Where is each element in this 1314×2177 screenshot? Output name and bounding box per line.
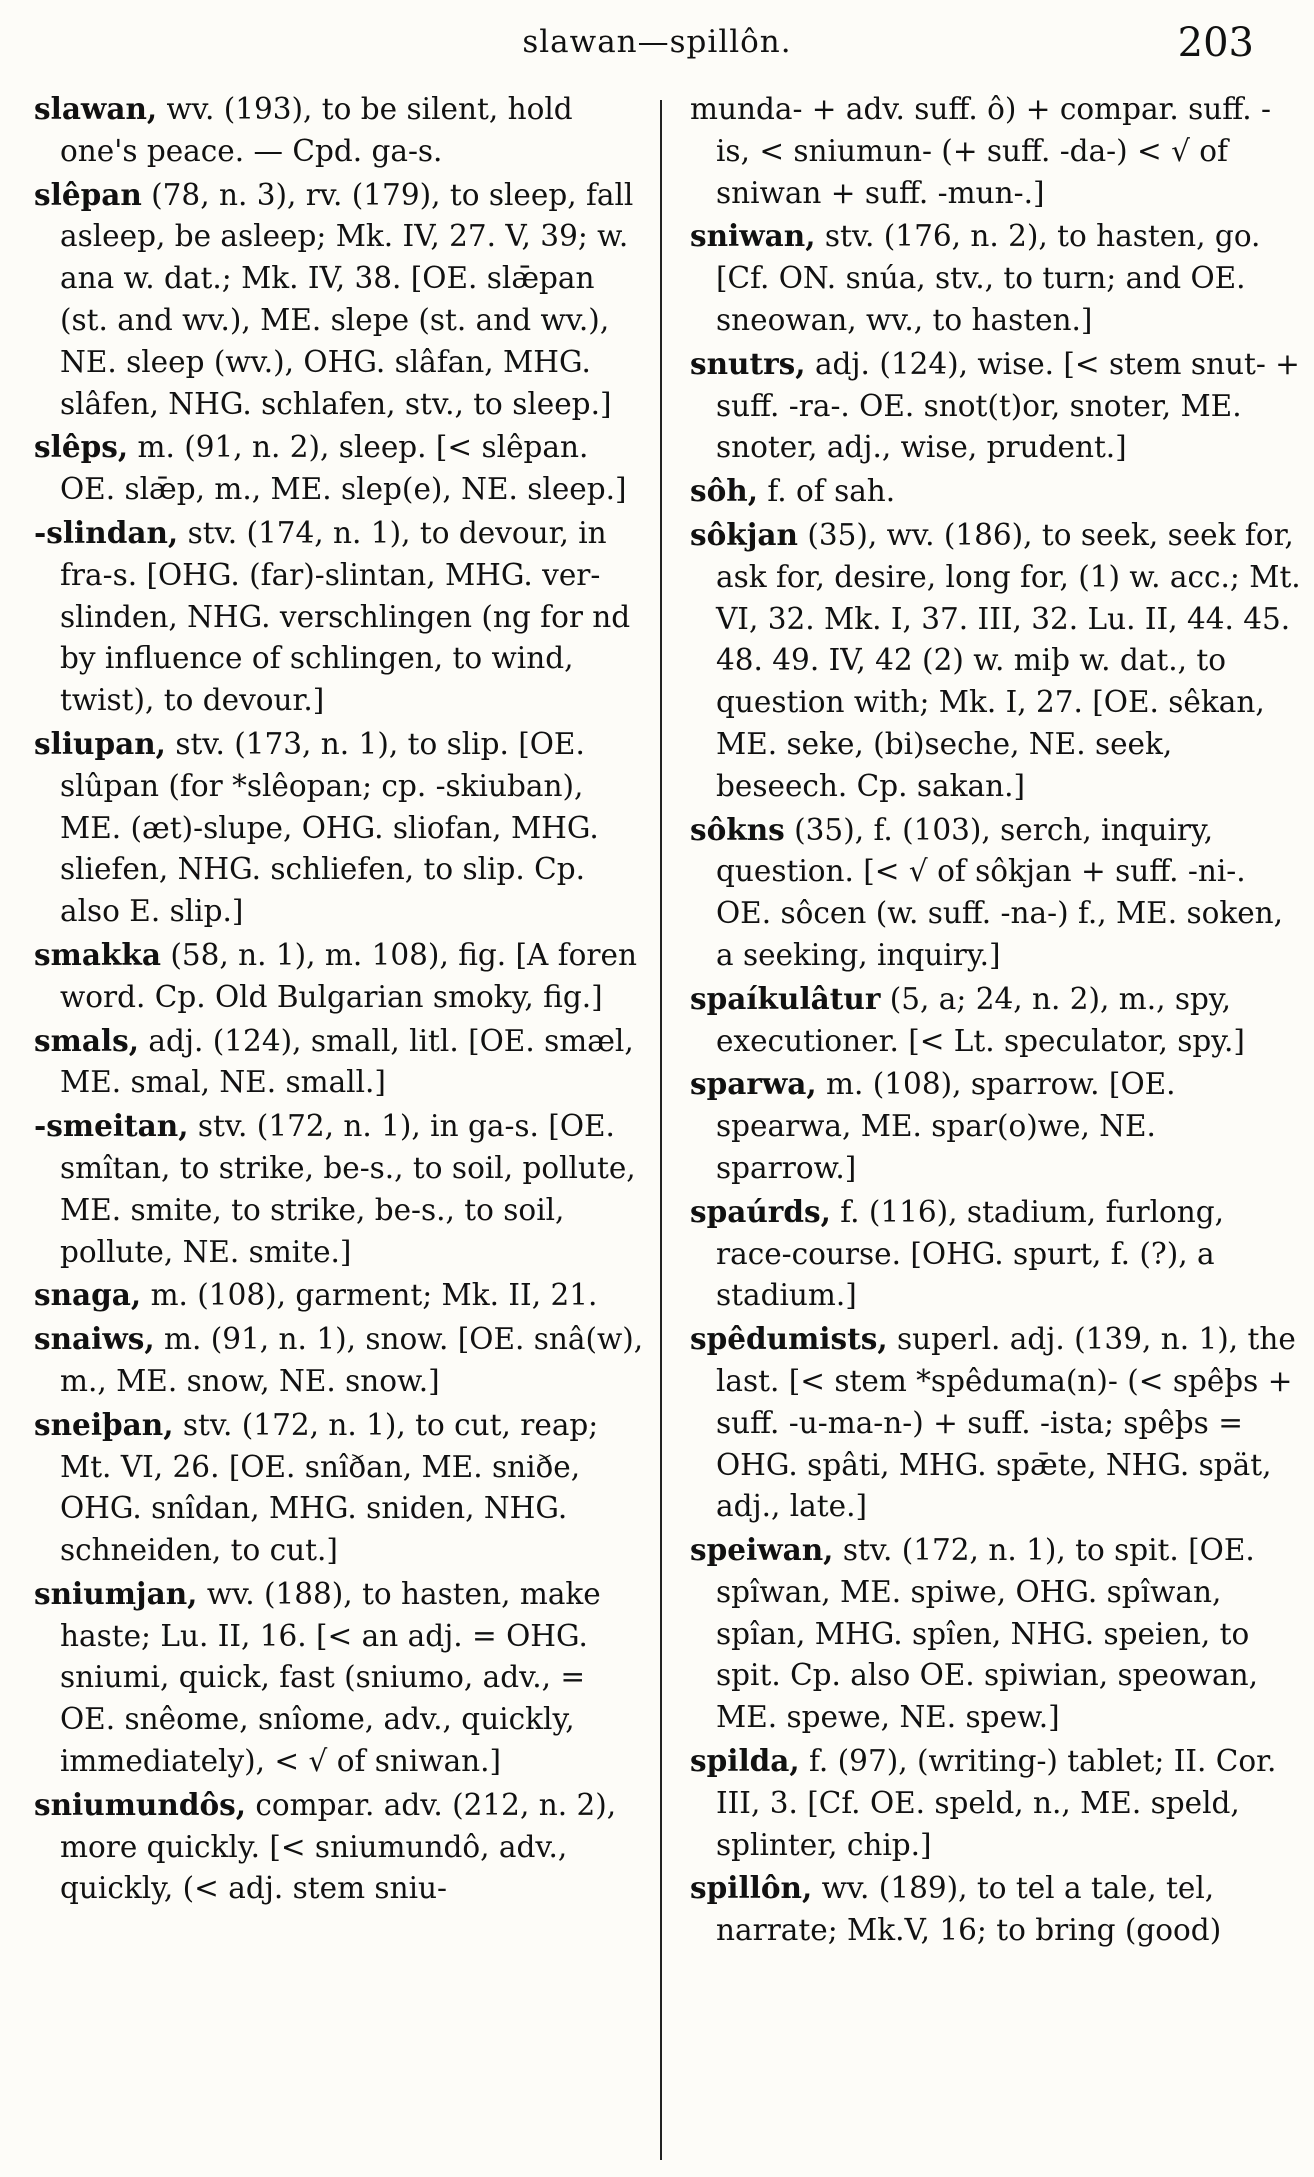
headword: -smeitan, [34,1108,189,1144]
dictionary-entry [690,1063,1302,1189]
headword: spilda, [690,1743,800,1779]
left-column [34,88,646,2168]
headword: slawan, [34,91,158,126]
dictionary-entry [34,174,646,426]
definition: (5, a; 24, n. 2), m., spy, executioner. [< Lt. speculator, spy.] [716,981,1245,1058]
dictionary-entry [34,1318,646,1403]
definition: adj. (124), wise. [< stem snut- + suff. -ra-. OE. snot(t)or, snoter, ME. snoter, adj., wise, prudent.] [716,346,1300,465]
definition: stv. (172, n. 1), to spit. [OE. spîwan, ME. spiwe, OHG. spîwan, spîan, MHG. spîen, NHG. speien, to spit. Cp. also OE. spiwian, speowan, ME. spewe, NE. spew.] [716,1533,1258,1735]
dictionary-entry [34,1105,646,1273]
headword: smals, [34,1022,140,1058]
page-header [0,10,1314,80]
headword: -slindan, [34,514,179,550]
definition: (35), wv. (186), to seek, seek for, ask for, desire, long for, (1) w. acc.; Mt. VI, 32. Mk. I, 37. III, 32. Lu. II, 44. 45. 48. 49. IV, 42 (2) w. miþ w. dat., to question with; Mk. I, 27. [OE. sêkan, ME. seke, (bi)seche, NE. seek, beseech. Cp. sakan.] [716,517,1301,803]
dictionary-entry [690,978,1302,1063]
definition: m. (91, n. 2), sleep. [< slêpan. OE. slǣp, m., ME. slep(e), NE. sleep.] [60,430,627,507]
right-column [690,88,1302,2168]
definition: f. of sah. [758,474,896,509]
dictionary-entry [690,809,1302,977]
headword: snutrs, [690,345,806,381]
column-divider [660,100,662,2160]
headword: slêpan [34,176,142,212]
definition: stv. (172, n. 1), in ga-s. [OE. smîtan, to strike, be-s., to soil, pollute, ME. smite, to strike, be-s., to soil, pollute, NE. smite.] [60,1109,636,1269]
headword: sniumjan, [34,1575,198,1611]
headword: snaga, [34,1277,142,1313]
dictionary-entry [34,1573,646,1783]
definition: adj. (124), small, litl. [OE. smæl, ME. smal, NE. small.] [60,1023,634,1100]
definition: f. (97), (writing-) tablet; II. Cor. III, 3. [Cf. OE. speld, n., ME. speld, splinter, chip.] [716,1744,1277,1862]
definition: stv. (174, n. 1), to devour, in fra-s. [OHG. (far)-slintan, MHG. ver-slinden, NHG. verschlingen (ng for nd by influence of schlingen, to wind, twist), to devour.] [60,515,631,718]
headword: slêps, [34,429,129,465]
definition: wv. (188), to hasten, make haste; Lu. II, 16. [< an adj. = OHG. sniumi, quick, fast (sniumo, adv., = OE. snêome, snîome, adv., quickly, immediately), < √ of sniwan.] [60,1576,601,1779]
definition: m. (91, n. 1), snow. [OE. snâ(w), m., ME. snow, NE. snow.] [60,1322,644,1398]
dictionary-entry [34,1020,646,1105]
dictionary-entry [690,1867,1302,1952]
definition: stv. (172, n. 1), to cut, reap; Mt. VI, 26. [OE. snîðan, ME. sniðe, OHG. snîdan, MHG. sniden, NHG. schneiden, to cut.] [60,1407,599,1568]
headword: smakka [34,936,161,972]
headword: sliupan, [34,725,166,761]
definition: stv. (176, n. 2), to hasten, go. [Cf. ON. snúa, stv., to turn; and OE. sneowan, wv., to hasten.] [716,219,1261,337]
headword: speiwan, [690,1532,834,1568]
headword: sparwa, [690,1066,817,1102]
dictionary-entry [690,514,1302,808]
headword: spaíkulâtur [690,980,881,1016]
dictionary-entry [34,426,646,511]
definition: m. (108), sparrow. [OE. spearwa, ME. spar(o)we, NE. sparrow.] [716,1067,1176,1185]
dictionary-entry [34,723,646,933]
running-title: slawan—spillôn. [522,24,792,60]
definition: wv. (189), to tel a tale, tel, narrate; Mk.V, 16; to bring (good) [716,1871,1222,1948]
headword: spêdumists, [690,1321,888,1357]
headword: sôkjan [690,516,798,552]
definition: (78, n. 3), rv. (179), to sleep, fall asleep, be asleep; Mk. IV, 27. V, 39; w. ana w. dat.; Mk. IV, 38. [OE. slǣpan (st. and wv.), ME. slepe (st. and wv.), NE. sleep (wv.), OHG. slâfan, MHG. slâfen, NHG. schlafen, stv., to sleep.] [60,177,634,421]
dictionary-entry [34,1784,646,1910]
definition: m. (108), garment; Mk. II, 21. [141,1278,598,1313]
headword: sniwan, [690,218,816,254]
headword: sôh, [690,473,759,509]
page-number: 203 [1177,20,1254,66]
dictionary-entry [690,1318,1302,1528]
headword: sneiþan, [34,1406,174,1442]
headword: spillôn, [690,1870,813,1906]
dictionary-entry [690,1529,1302,1739]
dictionary-entry [690,470,1302,513]
definition: munda- + adv. suff. ô) + compar. suff. -is, < sniumun- (+ suff. -da-) < √ of sniwan + suff. -mun-.] [690,92,1271,210]
dictionary-entry [34,934,646,1019]
definition: compar. adv. (212, n. 2), more quickly. [< sniumundô, adv., quickly, (< adj. stem sniu- [60,1787,617,1906]
definition: (35), f. (103), serch, inquiry, question. [< √ of sôkjan + suff. -ni-. OE. sôcen (w. suff. -na-) f., ME. soken, a seeking, inquiry.] [716,812,1284,972]
dictionary-entry [34,1274,646,1317]
definition: superl. adj. (139, n. 1), the last. [< stem *spêduma(n)- (< spêþs + suff. -u-ma-n-) + suff. -ista; spêþs = OHG. spâti, MHG. spǣte, NHG. spät, adj., late.] [716,1322,1296,1524]
dictionary-entry [690,215,1302,341]
dictionary-entry [690,1191,1302,1317]
dictionary-entry [690,88,1302,214]
dictionary-entry [34,512,646,722]
headword: spaúrds, [690,1193,831,1229]
definition: f. (116), stadium, furlong, race-course. [OHG. spurt, f. (?), a stadium.] [716,1194,1225,1313]
headword: sôkns [690,811,785,847]
dictionary-entry [690,1740,1302,1866]
dictionary-entry [690,343,1302,469]
headword: sniumundôs, [34,1786,247,1822]
definition: stv. (173, n. 1), to slip. [OE. slûpan (for *slêopan; cp. -skiuban), ME. (æt)-slupe, OHG. sliofan, MHG. sliefen, NHG. schliefen, to slip. Cp. also E. slip.] [60,726,599,929]
dictionary-entry [34,1404,646,1572]
headword: snaiws, [34,1321,155,1357]
definition: wv. (193), to be silent, hold one's peace. — Cpd. ga-s. [60,92,573,168]
definition: (58, n. 1), m. 108), fig. [A foren word. Cp. Old Bulgarian smoky, fig.] [60,937,637,1014]
dictionary-entry [34,88,646,173]
